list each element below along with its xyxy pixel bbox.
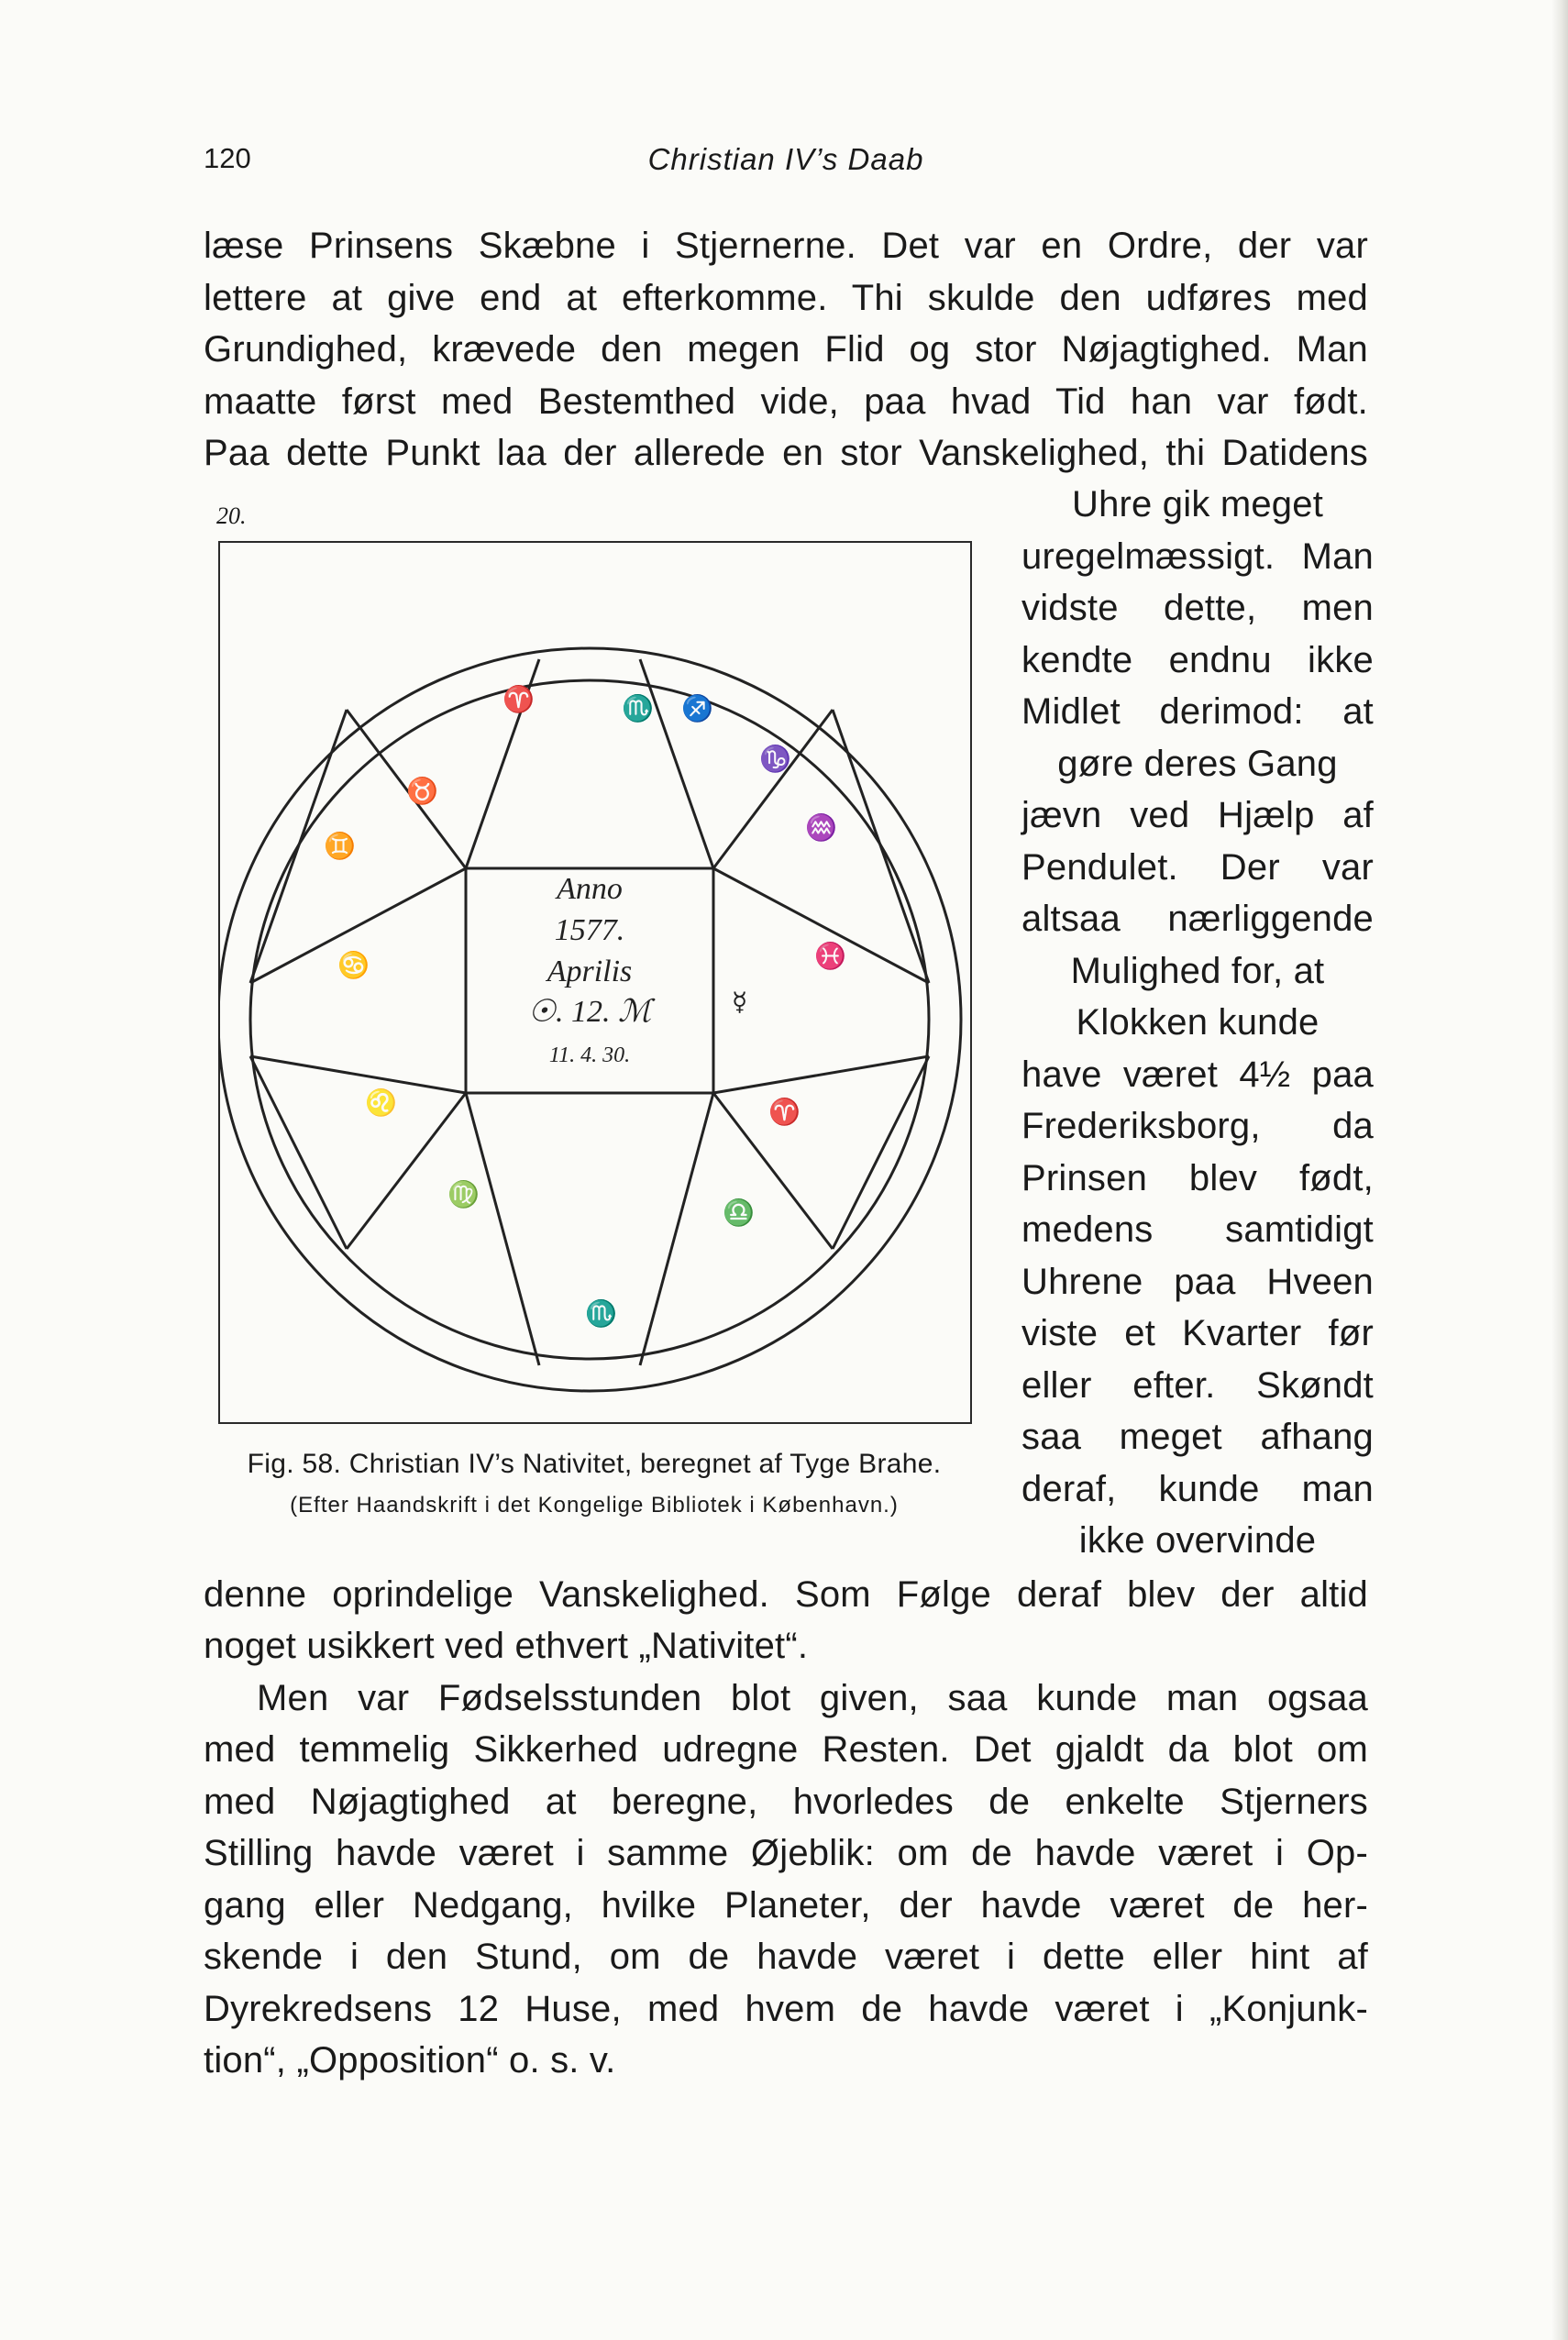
center-line-1: Anno [557, 872, 623, 906]
svg-text:♒: ♒ [805, 814, 837, 843]
side-line: gøre deres Gang [1057, 744, 1338, 784]
svg-text:♐: ♐ [681, 695, 713, 723]
body-line: med Nøjagtighed at beregne, hvorledes de enkelte Stjerners [204, 1782, 1368, 1822]
body-line: noget usikkert ved ethvert „Nativitet“. [204, 1626, 809, 1666]
side-line: medens samtidigt [1021, 1209, 1374, 1250]
svg-text:♎: ♎ [723, 1199, 755, 1228]
side-line: uregelmæssigt. Man [1021, 536, 1374, 577]
side-line: Frederiksborg, da [1021, 1106, 1374, 1146]
svg-text:♍: ♍ [447, 1181, 480, 1209]
body-line: lettere at give end at efterkomme. Thi skulde den udføres med [204, 278, 1368, 318]
svg-text:♋: ♋ [337, 952, 370, 980]
body-line: skende i den Stund, om de havde været i dette eller hint af [204, 1937, 1368, 1977]
body-line: Grundighed, krævede den megen Flid og stor Nøjagtighed. Man [204, 329, 1368, 370]
body-line: denne oprindelige Vanskelighed. Som Følge deraf blev der altid [204, 1574, 1368, 1615]
page-number: 120 [204, 142, 251, 174]
svg-text:♏: ♏ [585, 1300, 617, 1329]
body-line: læse Prinsens Skæbne i Stjernerne. Det var en Ordre, der var [204, 226, 1368, 266]
side-line: ikke overvinde [1078, 1520, 1317, 1561]
figure-caption: Fig. 58. Christian IV’s Nativitet, beregnet af Tyge Brahe. [247, 1449, 942, 1479]
page-edge [1551, 0, 1568, 2340]
svg-text:♊: ♊ [324, 833, 356, 861]
center-line-2: 1577. [554, 913, 625, 947]
body-line: Paa dette Punkt laa der allerede en stor Vanskelighed, thi Datidens [204, 433, 1368, 473]
svg-text:♌: ♌ [365, 1089, 397, 1118]
body-line: Men var Fødselsstunden blot given, saa kunde man ogsaa [257, 1678, 1368, 1718]
svg-text:☿: ☿ [732, 988, 748, 1017]
horoscope-chart [218, 543, 972, 1423]
svg-text:♑: ♑ [759, 745, 791, 774]
body-line: gang eller Nedgang, hvilke Planeter, der havde været de her- [204, 1885, 1368, 1926]
svg-text:♓: ♓ [814, 943, 846, 971]
svg-text:♏: ♏ [622, 695, 654, 723]
body-line: Dyrekredsens 12 Huse, med hvem de havde været i „Konjunk- [204, 1989, 1368, 2029]
page-header [204, 142, 1368, 182]
svg-text:♈: ♈ [768, 1098, 801, 1127]
side-line: eller efter. Skøndt [1021, 1365, 1374, 1406]
side-line: kendte endnu ikke [1021, 640, 1374, 680]
side-line: jævn ved Hjælp af [1021, 795, 1374, 835]
side-line: Klokken kunde [1076, 1002, 1320, 1043]
side-line: Mulighed for, at [1070, 951, 1325, 991]
side-line: Pendulet. Der var [1021, 847, 1374, 888]
side-line: altsaa nærliggende [1021, 899, 1374, 939]
svg-text:♈: ♈ [502, 686, 535, 714]
body-line: maatte først med Bestemthed vide, paa hvad Tid han var født. [204, 381, 1368, 422]
side-line: deraf, kunde man [1021, 1469, 1374, 1509]
body-line: med temmelig Sikkerhed udregne Resten. Det gjaldt da blot om [204, 1729, 1368, 1770]
side-line: viste et Kvarter før [1021, 1313, 1374, 1353]
side-line: Prinsen blev født, [1021, 1158, 1374, 1198]
side-line: Midlet derimod: at [1021, 691, 1374, 732]
running-title: Christian IV’s Daab [647, 142, 924, 176]
figure-reference: 20. [216, 502, 247, 529]
body-line: Stilling havde været i samme Øjeblik: om de havde været i Op- [204, 1833, 1368, 1873]
side-line: Uhrene paa Hveen [1021, 1262, 1374, 1302]
center-line-5: 11. 4. 30. [548, 1043, 631, 1067]
side-line: Uhre gik meget [1071, 484, 1324, 524]
side-line: have været 4½ paa [1021, 1054, 1374, 1095]
body-line: tion“, „Opposition“ o. s. v. [204, 2040, 616, 2081]
figure-source: (Efter Haandskrift i det Kongelige Bibliotek i København.) [290, 1493, 899, 1518]
svg-text:♉: ♉ [406, 778, 438, 806]
center-line-4: ☉. 12. ℳ [527, 995, 652, 1029]
center-line-3: Aprilis [547, 955, 633, 988]
side-line: saa meget afhang [1021, 1417, 1374, 1457]
side-line: vidste dette, men [1021, 588, 1374, 628]
